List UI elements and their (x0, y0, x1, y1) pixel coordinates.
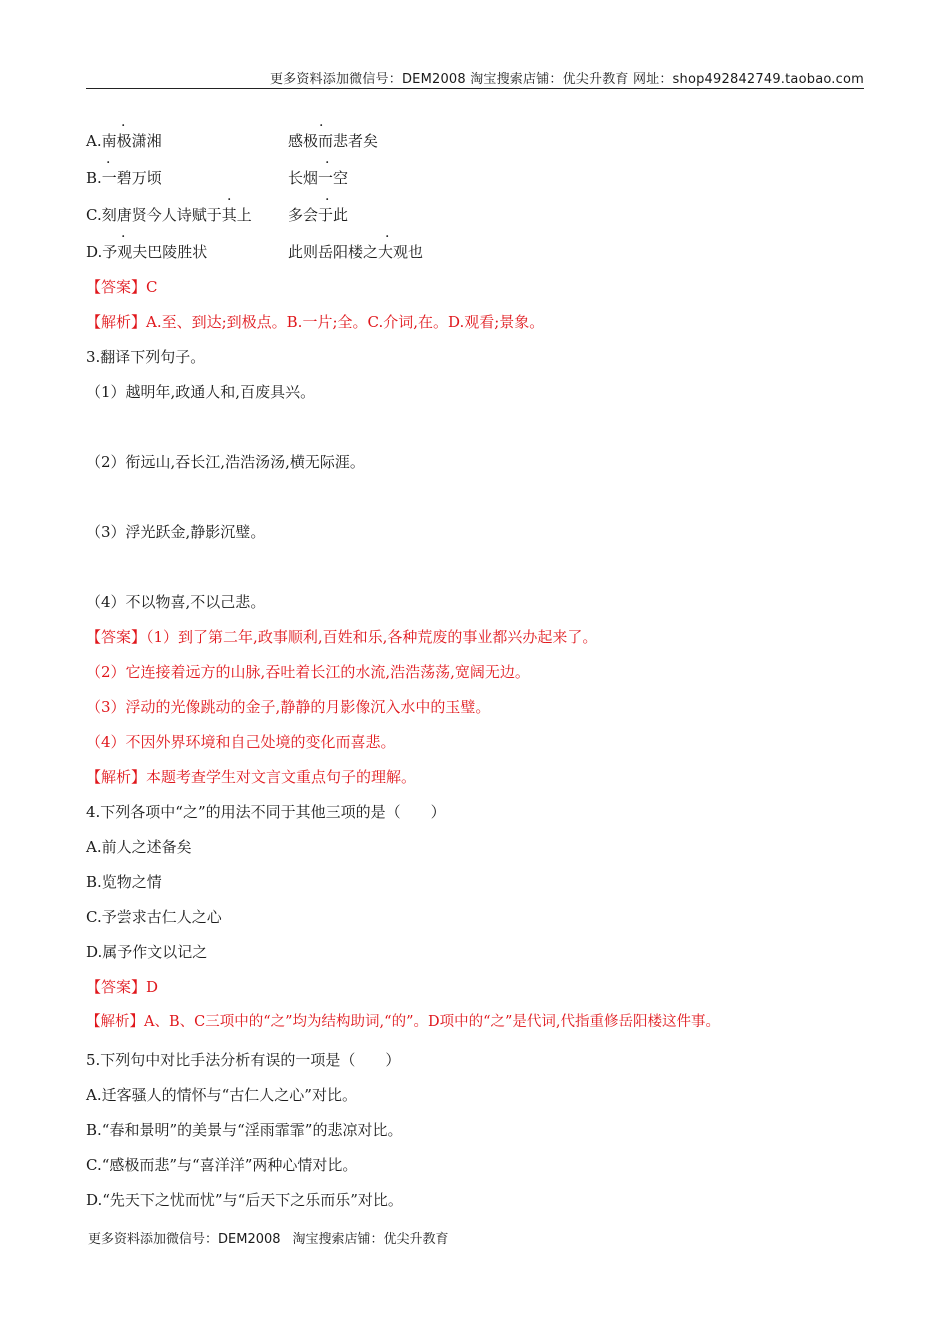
q2-option-c-right: 多会于此 (288, 206, 349, 224)
q3-analysis: 【解析】本题考查学生对文言文重点句子的理解。 (86, 768, 417, 786)
q3-answer-2: （2）它连接着远方的山脉,吞吐着长江的水流,浩浩荡荡,宽阔无边。 (86, 663, 530, 681)
footer-shop: 淘宝搜索店铺：优尖升教育 (292, 1232, 449, 1247)
page-header (86, 66, 864, 89)
emphasis-dot: · (106, 155, 111, 171)
footer-wechat: 更多资料添加微信号：DEM2008 (88, 1232, 281, 1247)
q5-title: 5.下列句中对比手法分析有误的一项是（ ） (86, 1051, 401, 1069)
emphasis-dot: · (319, 118, 324, 134)
q4-option-d: D.属予作文以记之 (86, 943, 208, 961)
q3-item-2: （2）衔远山,吞长江,浩浩汤汤,横无际涯。 (86, 453, 365, 471)
q5-option-a: A.迁客骚人的情怀与“古仁人之心”对比。 (86, 1086, 357, 1104)
q2-option-a-left: A.南极潇湘 (86, 132, 162, 150)
q2-option-d-right: 此则岳阳楼之大观也 (288, 243, 424, 261)
q4-option-c: C.予尝求古仁人之心 (86, 908, 222, 926)
q2-option-b-right: 长烟一空 (288, 169, 349, 187)
q4-analysis: 【解析】A、B、C三项中的“之”均为结构助词,“的”。D项中的“之”是代词,代指重修岳阳楼这件事。 (86, 1014, 721, 1030)
q2-answer: 【答案】C (86, 278, 158, 296)
emphasis-dot: · (121, 229, 126, 245)
q2-option-b-left: B.一碧万顷 (86, 169, 162, 187)
q2-analysis: 【解析】A.至、到达;到极点。B.一片;全。C.介词,在。D.观看;景象。 (86, 313, 545, 331)
q3-answer-1: 【答案】（1）到了第二年,政事顺利,百姓和乐,各种荒废的事业都兴办起来了。 (86, 628, 598, 646)
q5-option-c: C.“感极而悲”与“喜洋洋”两种心情对比。 (86, 1156, 358, 1174)
q4-answer: 【答案】D (86, 978, 159, 996)
q3-answer-3: （3）浮动的光像跳动的金子,静静的月影像沉入水中的玉璧。 (86, 698, 491, 716)
page-footer (88, 1228, 449, 1247)
emphasis-dot: · (325, 192, 330, 208)
q2-option-c-left: C.刻唐贤今人诗赋于其上 (86, 206, 252, 224)
q2-option-a-right: 感极而悲者矣 (288, 132, 379, 150)
q3-title: 3.翻译下列句子。 (86, 348, 206, 366)
emphasis-dot: · (121, 118, 126, 134)
emphasis-dot: · (385, 229, 390, 245)
emphasis-dot: · (227, 192, 232, 208)
q2-option-d-left: D.予观夫巴陵胜状 (86, 243, 208, 261)
q3-answer-4: （4）不因外界环境和自己处境的变化而喜悲。 (86, 733, 396, 751)
q3-item-4: （4）不以物喜,不以己悲。 (86, 593, 266, 611)
q3-item-1: （1）越明年,政通人和,百废具兴。 (86, 383, 316, 401)
header-text: 更多资料添加微信号：DEM2008 淘宝搜索店铺：优尖升教育 网址：shop492842749.taobao.com (269, 72, 864, 87)
q4-option-a: A.前人之述备矣 (86, 838, 192, 856)
q4-option-b: B.览物之情 (86, 873, 162, 891)
emphasis-dot: · (325, 155, 330, 171)
q3-item-3: （3）浮光跃金,静影沉璧。 (86, 523, 266, 541)
q4-title: 4.下列各项中“之”的用法不同于其他三项的是（ ） (86, 803, 446, 821)
q5-option-b: B.“春和景明”的美景与“淫雨霏霏”的悲凉对比。 (86, 1121, 403, 1139)
q5-option-d: D.“先天下之忧而忧”与“后天下之乐而乐”对比。 (86, 1191, 403, 1209)
